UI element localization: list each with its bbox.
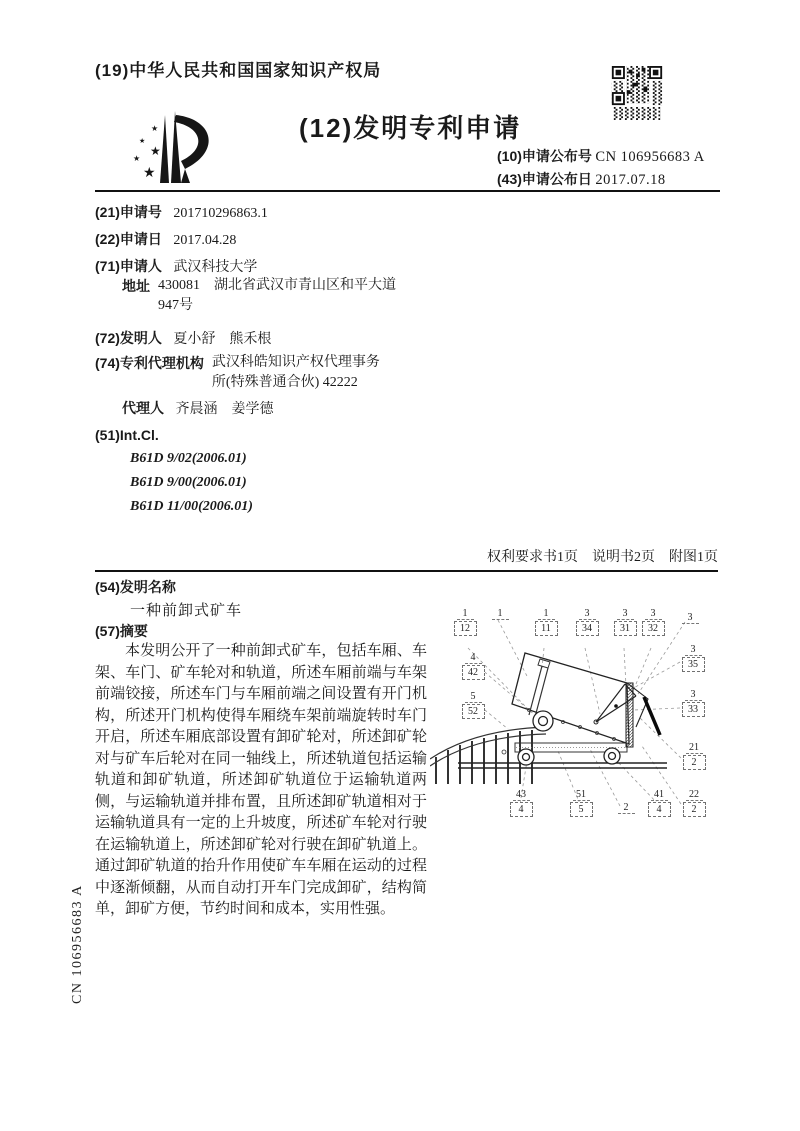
- svg-text:★: ★: [139, 137, 146, 145]
- publication-date-value: 2017.07.18: [595, 172, 666, 188]
- figure-label: [612, 608, 638, 636]
- figure-label-part: 2: [683, 802, 706, 817]
- figure-label-group: 22: [686, 789, 703, 801]
- header-divider: [95, 190, 720, 192]
- figure-label-group: 3: [682, 612, 699, 624]
- figure-label-group: 3: [685, 689, 702, 701]
- figure-label: [487, 608, 513, 620]
- doc-type-title: (12)发明专利申请: [299, 113, 522, 143]
- publication-date-line: [497, 169, 666, 189]
- publication-number-label: (10)申请公布号: [497, 148, 592, 164]
- svg-text:★: ★: [151, 124, 159, 133]
- applicant-label: (71)申请人: [95, 258, 162, 274]
- figure-label: [646, 789, 672, 817]
- figure-label-group: 1: [492, 608, 509, 620]
- application-date-row: [95, 229, 236, 251]
- figure-label-part: 2: [683, 755, 706, 770]
- agents-label: 代理人: [122, 400, 164, 416]
- figure-label-group: 3: [579, 608, 596, 620]
- figure-label: [460, 652, 486, 680]
- svg-text:★: ★: [150, 144, 161, 158]
- figure-label-group: 3: [645, 608, 662, 620]
- patent-office-line: (19)中华人民共和国国家知识产权局: [95, 61, 382, 80]
- figure-label-group: 51: [573, 789, 590, 801]
- figure-label-group: 43: [513, 789, 530, 801]
- figure-label-part: 32: [642, 621, 665, 636]
- figure-label-group: 41: [651, 789, 668, 801]
- figure-label: [677, 612, 703, 624]
- application-date-label: (22)申请日: [95, 231, 162, 247]
- inventors-row: [95, 328, 271, 350]
- address-label: 地址: [122, 278, 150, 294]
- application-number-label: (21)申请号: [95, 204, 162, 220]
- invention-title: 一种前卸式矿车: [130, 603, 243, 619]
- address-row: [122, 276, 422, 316]
- intcl-entry: B61D 9/02(2006.01): [130, 451, 247, 466]
- figure-label-group: 1: [457, 608, 474, 620]
- invention-title-label: (54)发明名称: [95, 579, 176, 595]
- figure-label-part: 52: [462, 704, 485, 719]
- figure-label-part: 12: [454, 621, 477, 636]
- agents-row: [122, 398, 274, 420]
- figure-label-part: 5: [570, 802, 593, 817]
- figure-label: [640, 608, 666, 636]
- intcl-entry: B61D 11/00(2006.01): [130, 499, 253, 514]
- figure-label: [508, 789, 534, 817]
- agency-row: [95, 353, 415, 393]
- section-divider: [95, 570, 718, 572]
- applicant-row: [95, 256, 257, 278]
- address-value: 430081 湖北省武汉市青山区和平大道947号: [158, 278, 396, 313]
- figure-label: [460, 691, 486, 719]
- figure-label-group: 4: [465, 652, 482, 664]
- figure-label: [452, 608, 478, 636]
- svg-text:★: ★: [133, 154, 141, 163]
- figure-label-group: 3: [617, 608, 634, 620]
- abstract-text: 本发明公开了一种前卸式矿车，包括车厢、车架、车门、矿车轮对和轨道，所述车厢前端与车架前端铰接，所述车门与车厢前端之间设置有开门机构，所述开门机构使得车厢绕车架前端旋转时车门开启，所述车厢底部设置有卸矿轮对，所述卸矿轮对与矿车后轮对在同一轴线上，所述轨道包括运输轨道和卸矿轨道，所述卸矿轨道位于运输轨道两侧，与运输轨道并排布置，且所述卸矿轨道相对于运输轨道具有一定的上升坡度，所述矿车轮对行驶在运输轨道上，所述卸矿轮对行驶在卸矿轨道上。通过卸矿轨道的抬升作用使矿车车厢在运动的过程中逐渐倾翻，从而自动打开车门完成卸矿，结构简单，卸矿方便，节约时间和成本，实用性强。: [95, 643, 427, 917]
- figure-label-part: 4: [648, 802, 671, 817]
- abstract-label: (57)摘要: [95, 623, 148, 639]
- agents-value: 齐晨涵 姜学德: [175, 402, 274, 417]
- figure-label-part: 34: [576, 621, 599, 636]
- intcl-label: (51)Int.Cl.: [95, 427, 159, 443]
- figure-label: [613, 802, 639, 814]
- pages-info: 权利要求书1页 说明书2页 附图1页: [487, 550, 718, 565]
- figure-label: [533, 608, 559, 636]
- sipo-logo-icon: [123, 103, 231, 198]
- svg-text:★: ★: [143, 166, 156, 181]
- publication-number-value: CN 106956683 A: [595, 149, 705, 165]
- figure-label-group: 1: [538, 608, 555, 620]
- application-number-row: [95, 202, 268, 224]
- figure-label-part: 35: [682, 657, 705, 672]
- applicant-value: 武汉科技大学: [173, 260, 258, 275]
- figure-label-part: 4: [510, 802, 533, 817]
- application-number-value: 201710296863.1: [173, 206, 268, 221]
- figure-label-group: 21: [686, 742, 703, 754]
- figure-label: [568, 789, 594, 817]
- figure-label: [680, 689, 706, 717]
- figure-label-group: 2: [618, 802, 635, 814]
- agency-label: (74)专利代理机构: [95, 355, 204, 371]
- intcl-row: [95, 425, 167, 447]
- figure-label-group: 3: [685, 644, 702, 656]
- inventors-label: (72)发明人: [95, 330, 162, 346]
- figure-label: [680, 644, 706, 672]
- publication-date-label: (43)申请公布日: [497, 171, 592, 187]
- side-publication-number: CN 106956683 A: [70, 884, 85, 1004]
- patent-drawing: [430, 596, 730, 838]
- figure-label-group: 5: [465, 691, 482, 703]
- figure-label: [681, 742, 707, 770]
- qr-code: [610, 64, 664, 127]
- agency-value: 武汉科皓知识产权代理事务所(特殊普通合伙) 42222: [211, 355, 380, 390]
- publication-number-line: [497, 146, 705, 166]
- intcl-entry: B61D 9/00(2006.01): [130, 475, 247, 490]
- figure-label-part: 42: [462, 665, 485, 680]
- inventors-value: 夏小舒 熊禾根: [173, 332, 272, 347]
- figure-label-part: 31: [614, 621, 637, 636]
- figure-label: [681, 789, 707, 817]
- figure-label-part: 33: [682, 702, 705, 717]
- figure-label: [574, 608, 600, 636]
- application-date-value: 2017.04.28: [173, 233, 237, 248]
- figure-label-part: 11: [535, 621, 558, 636]
